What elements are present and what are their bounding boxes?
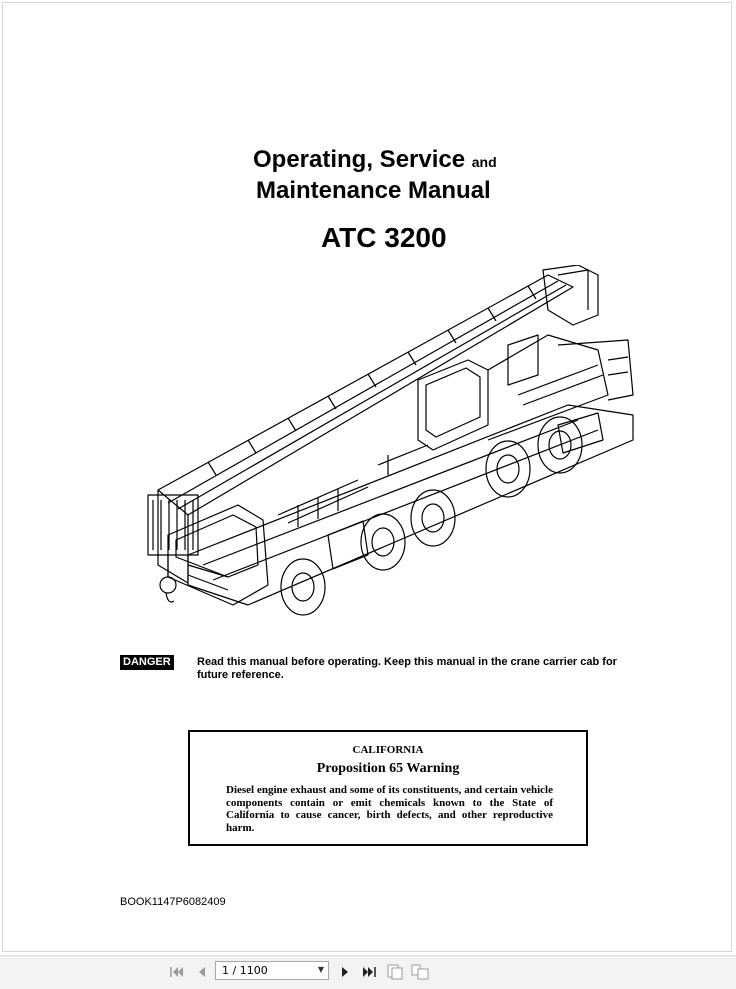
next-page-icon[interactable] — [336, 963, 354, 981]
danger-text: Read this manual before operating. Keep this manual in the crane carrier cab for future reference. — [197, 656, 617, 681]
page-selector[interactable] — [215, 961, 329, 980]
prop65-warning-box — [188, 730, 588, 846]
danger-badge: DANGER — [120, 655, 174, 670]
book-id: BOOK1147P6082409 — [120, 896, 226, 908]
title-line-1 — [253, 146, 497, 174]
title-and: and — [471, 154, 497, 170]
two-page-view-icon[interactable] — [411, 963, 429, 981]
warning-title: Proposition 65 Warning — [316, 761, 460, 776]
warning-body: Diesel engine exhaust and some of its constituents, and certain vehicle components contain or emit chemicals known to the State of California to cause cancer, birth defects, and other reproductive harm. — [226, 784, 553, 834]
document-page — [2, 2, 732, 952]
single-page-view-icon[interactable] — [386, 963, 404, 981]
title-line-1-main: Operating, Service — [253, 146, 466, 173]
last-page-icon[interactable] — [360, 963, 378, 981]
page-indicator: 1 / 1100 — [222, 964, 268, 977]
first-page-icon[interactable] — [168, 963, 186, 981]
prev-page-icon[interactable] — [193, 963, 211, 981]
warning-heading: CALIFORNIA — [352, 744, 424, 756]
viewer-toolbar — [0, 955, 736, 989]
chevron-down-icon: ▼ — [317, 965, 324, 974]
title-line-2: Maintenance Manual — [256, 177, 491, 204]
model-title: ATC 3200 — [321, 222, 447, 253]
crane-illustration — [128, 265, 643, 630]
